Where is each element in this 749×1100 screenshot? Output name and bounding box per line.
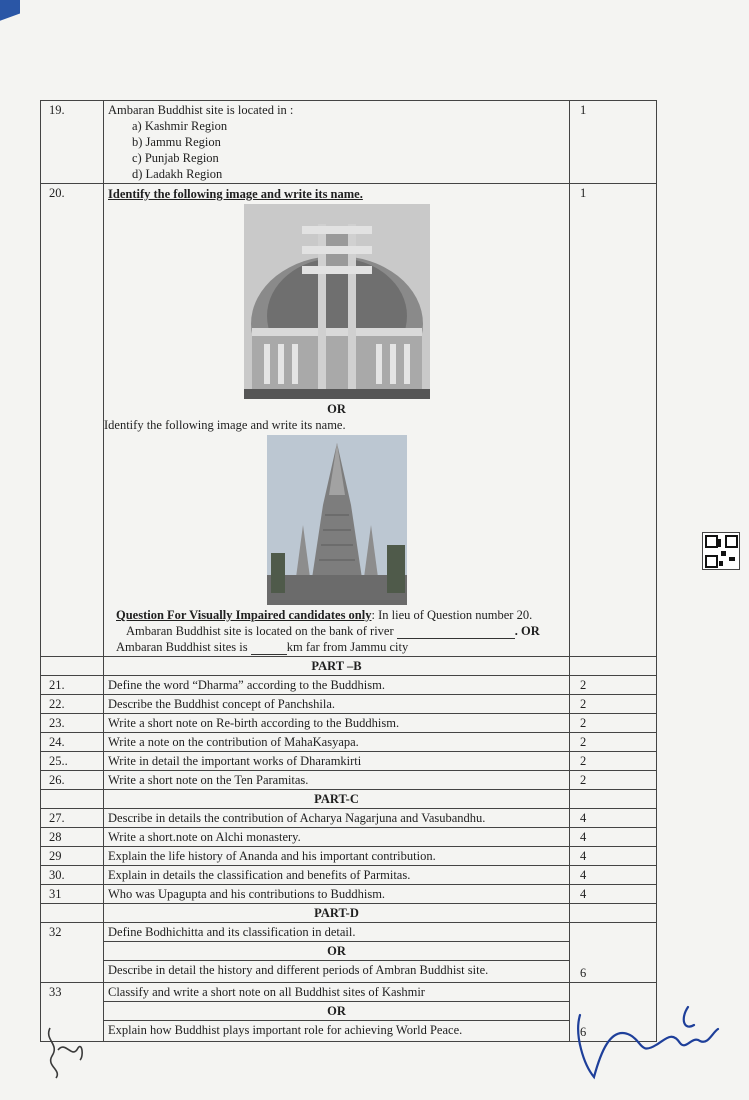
- vi-line-1-text: Ambaran Buddhist site is located on the bank of river: [126, 624, 394, 638]
- marks-cell: 2: [570, 714, 657, 733]
- vi-line-2-text: Ambaran Buddhist sites is: [116, 640, 248, 654]
- question-number: 25..: [41, 752, 104, 771]
- fill-blank: [251, 642, 287, 655]
- question-row-20: [41, 184, 657, 657]
- marks-cell: 6: [570, 1020, 657, 1042]
- vi-heading: Question For Visually Impaired candidates only: [116, 608, 372, 622]
- fill-blank: [397, 626, 515, 639]
- alternate-question-row: [41, 1020, 657, 1042]
- vi-suffix: : In lieu of Question number 20.: [371, 608, 533, 622]
- question-number: 26.: [41, 771, 104, 790]
- alternate-question-row: [41, 961, 657, 983]
- table-row: [41, 695, 657, 714]
- question-text: Classify and write a short note on all Buddhist sites of Kashmir: [104, 982, 570, 1001]
- signature-right: [570, 995, 730, 1085]
- question-paper-table: [40, 100, 657, 1042]
- question-text: [104, 101, 570, 184]
- question-number: 27.: [41, 809, 104, 828]
- question-number: 33: [41, 982, 104, 1001]
- question-text: Write in detail the important works of Dharamkirti: [104, 752, 570, 771]
- part-d-heading: PART-D: [104, 904, 570, 923]
- marks-cell: 4: [570, 866, 657, 885]
- part-b-heading: PART –B: [104, 657, 570, 676]
- question-row-33: [41, 982, 657, 1001]
- table-row: [41, 676, 657, 695]
- alternate-question: Identify the following image and write its name.: [104, 418, 346, 432]
- marks-cell: 1: [570, 101, 657, 184]
- vi-line-2-tail: km far from Jammu city: [286, 640, 409, 654]
- question-text: Write a short note on Re-birth according to the Buddhism.: [104, 714, 570, 733]
- alternate-question: Explain how Buddhist plays important role for achieving World Peace.: [104, 1020, 570, 1042]
- part-heading-row: [41, 790, 657, 809]
- question-number: 30.: [41, 866, 104, 885]
- question-stem: Identify the following image and write its name.: [108, 187, 363, 201]
- marks-cell: 2: [570, 752, 657, 771]
- or-row: [41, 1001, 657, 1020]
- marks-cell: 4: [570, 885, 657, 904]
- or-separator: OR: [327, 402, 346, 416]
- marks-cell: 6: [570, 961, 657, 983]
- question-number: 23.: [41, 714, 104, 733]
- question-number: 29: [41, 847, 104, 866]
- table-row: [41, 733, 657, 752]
- part-heading-row: [41, 904, 657, 923]
- option-c: c) Punjab Region: [132, 151, 219, 165]
- option-b: b) Jammu Region: [132, 135, 221, 149]
- question-text: Explain the life history of Ananda and his important contribution.: [104, 847, 570, 866]
- temple-image: [267, 435, 407, 605]
- question-text: [104, 184, 570, 657]
- question-text: Define the word “Dharma” according to the Buddhism.: [104, 676, 570, 695]
- question-text: Write a short note on the Ten Paramitas.: [104, 771, 570, 790]
- question-text: Write a note on the contribution of MahaKasyapa.: [104, 733, 570, 752]
- marks-cell: 1: [570, 184, 657, 657]
- option-d: d) Ladakh Region: [132, 167, 223, 181]
- question-stem: Ambaran Buddhist site is located in :: [108, 103, 294, 117]
- part-heading-row: [41, 657, 657, 676]
- question-row-19: [41, 101, 657, 184]
- question-text: Describe in details the contribution of Acharya Nagarjuna and Vasubandhu.: [104, 809, 570, 828]
- marks-cell: 2: [570, 676, 657, 695]
- question-text: Write a short.note on Alchi monastery.: [104, 828, 570, 847]
- option-a: a) Kashmir Region: [132, 119, 228, 133]
- alternate-question: Describe in detail the history and different periods of Ambran Buddhist site.: [104, 961, 570, 983]
- question-text: Describe the Buddhist concept of Panchshila.: [104, 695, 570, 714]
- question-number: 22.: [41, 695, 104, 714]
- table-row: [41, 714, 657, 733]
- table-row: [41, 866, 657, 885]
- table-row: [41, 847, 657, 866]
- corner-blue-mark: [0, 0, 20, 44]
- qr-code: [702, 532, 740, 570]
- vi-line-1-or: . OR: [514, 624, 540, 638]
- or-row: [41, 942, 657, 961]
- signature-left: [38, 1020, 88, 1080]
- question-number: 19.: [41, 101, 104, 184]
- marks-cell: 4: [570, 828, 657, 847]
- marks-cell: 4: [570, 847, 657, 866]
- marks-cell: 4: [570, 809, 657, 828]
- table-row: [41, 809, 657, 828]
- question-number: 28: [41, 828, 104, 847]
- table-row: [41, 752, 657, 771]
- marks-cell: 2: [570, 695, 657, 714]
- vi-line-1: [126, 623, 565, 639]
- question-number: 21.: [41, 676, 104, 695]
- table-row: [41, 885, 657, 904]
- question-text: Define Bodhichitta and its classification in detail.: [104, 923, 570, 942]
- table-row: [41, 828, 657, 847]
- question-text: Explain in details the classification and benefits of Parmitas.: [104, 866, 570, 885]
- question-number: 32: [41, 923, 104, 942]
- question-number: 20.: [41, 184, 104, 657]
- visually-impaired-question: [116, 607, 565, 623]
- or-separator: OR: [104, 1001, 570, 1020]
- stupa-image: [244, 204, 430, 399]
- question-text: Who was Upagupta and his contributions to Buddhism.: [104, 885, 570, 904]
- marks-cell: 2: [570, 733, 657, 752]
- part-c-heading: PART-C: [104, 790, 570, 809]
- question-number: 31: [41, 885, 104, 904]
- table-row: [41, 771, 657, 790]
- question-row-32: [41, 923, 657, 942]
- vi-line-2: [116, 639, 565, 655]
- or-separator: OR: [104, 942, 570, 961]
- question-number: 24.: [41, 733, 104, 752]
- marks-cell: 2: [570, 771, 657, 790]
